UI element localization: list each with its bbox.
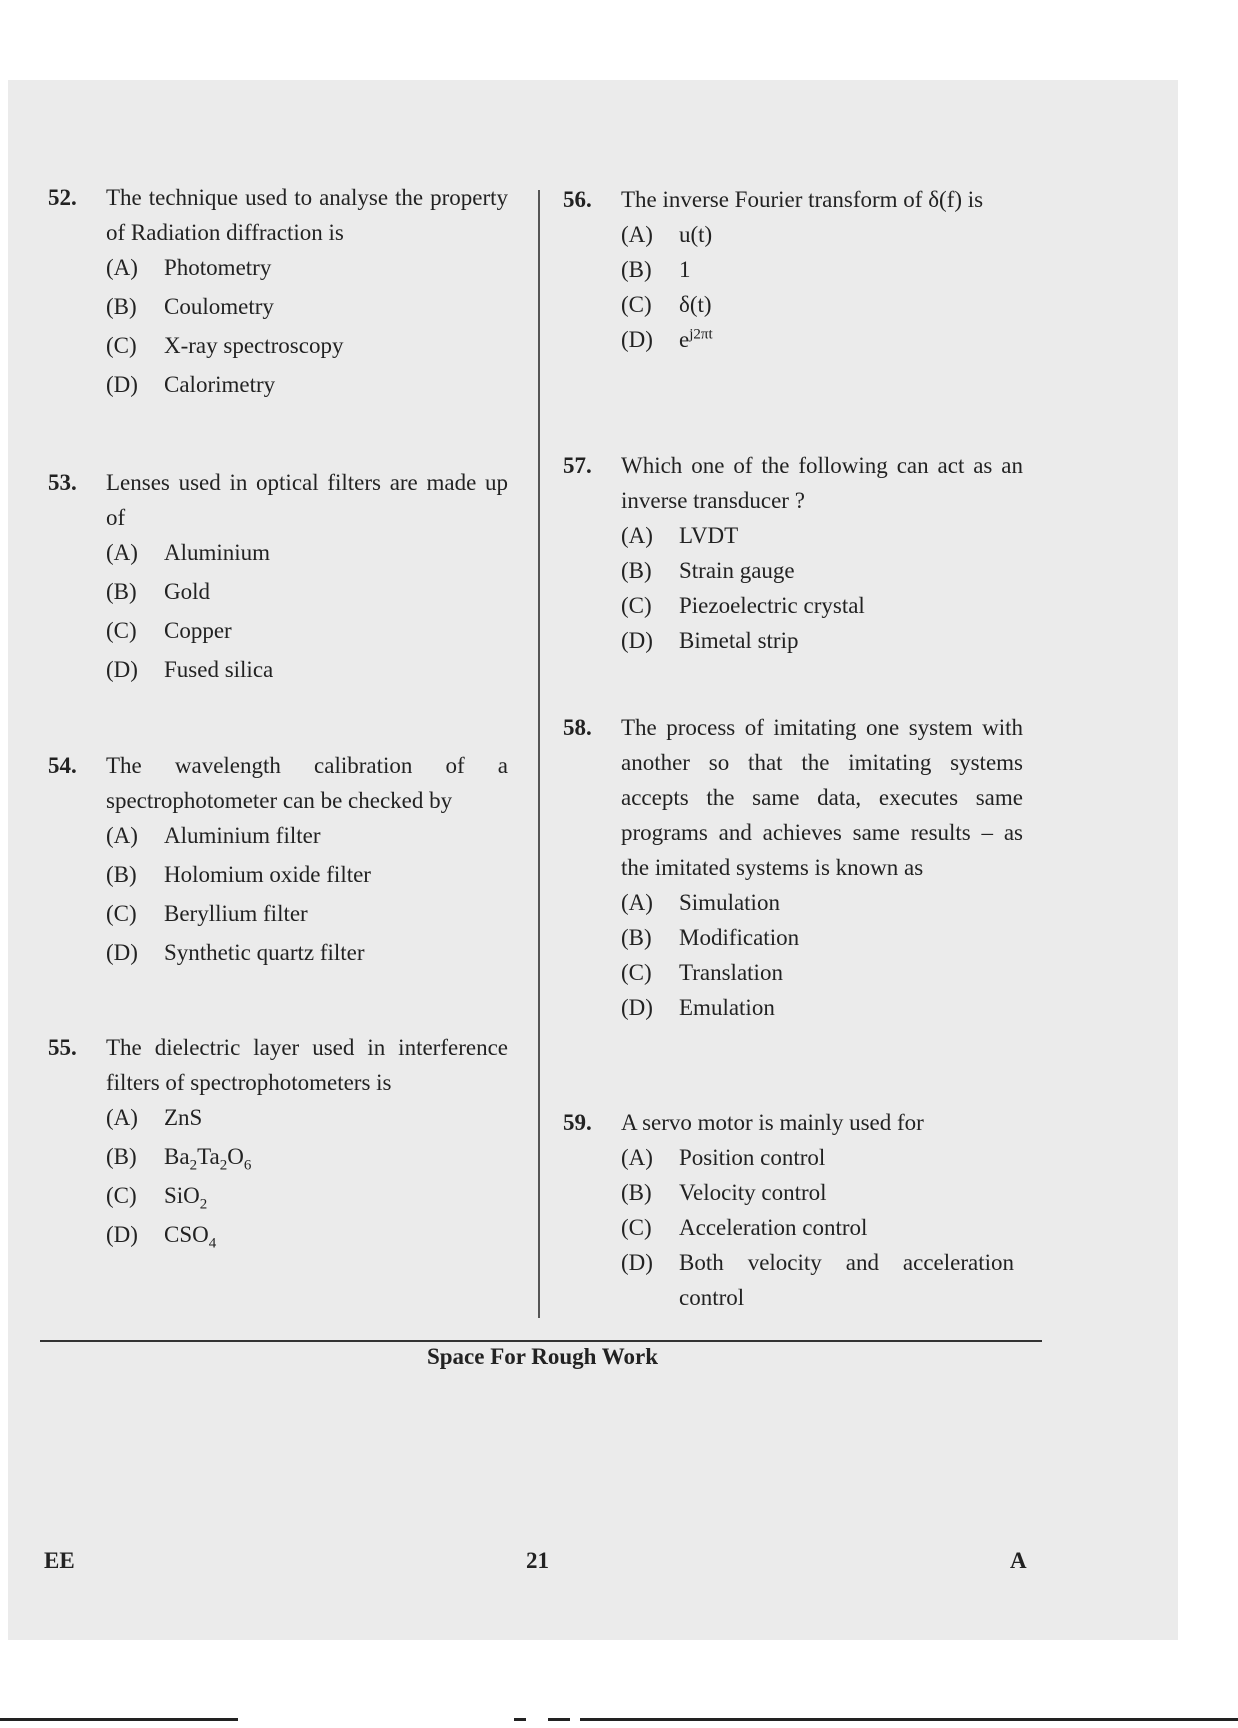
option-label: (B) (106, 294, 137, 319)
option-label: (B) (106, 579, 137, 604)
option-c (106, 896, 508, 935)
option-label: (C) (106, 333, 137, 358)
options-list (106, 535, 508, 691)
option-label: (D) (621, 1250, 653, 1275)
question-number: 56. (563, 187, 592, 212)
bottom-rule-dash (514, 1718, 526, 1721)
bottom-rule-left (0, 1718, 238, 1721)
option-c (621, 287, 1023, 322)
options-list (621, 1140, 1023, 1315)
bottom-rule-right (580, 1718, 1238, 1721)
option-a (106, 250, 508, 289)
option-label: (D) (621, 628, 653, 653)
question-number: 59. (563, 1110, 592, 1135)
paper-code: EE (44, 1548, 75, 1573)
option-text: Beryllium filter (164, 901, 308, 926)
question-number: 58. (563, 715, 592, 740)
option-label: (C) (106, 901, 137, 926)
option-b (106, 574, 508, 613)
question-56 (563, 182, 1023, 357)
option-text: Velocity control (679, 1180, 827, 1205)
option-text: 1 (679, 257, 691, 282)
option-label: (B) (621, 558, 652, 583)
question-57 (563, 448, 1023, 658)
option-text: ZnS (164, 1105, 203, 1130)
option-d (621, 623, 1023, 658)
option-label: (D) (621, 995, 653, 1020)
option-a (106, 1100, 508, 1139)
option-label: (B) (621, 257, 652, 282)
option-d (621, 322, 1023, 357)
option-text: Fused silica (164, 657, 274, 682)
option-text: u(t) (679, 222, 713, 247)
option-label: (D) (106, 940, 138, 965)
option-label: (C) (621, 292, 652, 317)
question-number: 52. (48, 185, 77, 210)
option-label: (A) (106, 1105, 138, 1130)
option-d (106, 367, 508, 406)
question-text: The inverse Fourier transform of δ(f) is (621, 187, 984, 212)
option-text: Bimetal strip (679, 628, 799, 653)
option-text: Holomium oxide filter (164, 862, 371, 887)
booklet-version: A (1010, 1548, 1027, 1573)
option-text: Photometry (164, 255, 272, 280)
option-text: Piezoelectric crystal (679, 593, 865, 618)
option-text: Both velocity and acceleration control (679, 1250, 1014, 1310)
question-text: The wavelength calibration of a spectrophotometer can be checked by (106, 753, 508, 813)
options-list (106, 818, 508, 974)
question-number: 57. (563, 453, 592, 478)
option-label: (A) (106, 255, 138, 280)
option-text: Emulation (679, 995, 775, 1020)
question-53 (48, 465, 508, 691)
option-label: (C) (621, 593, 652, 618)
option-a (621, 217, 1023, 252)
option-d (106, 652, 508, 691)
option-b (621, 1175, 1023, 1210)
option-label: (C) (106, 1183, 137, 1208)
option-formula: SiO$_2$ (164, 1183, 208, 1213)
option-d (621, 1245, 1023, 1315)
option-label: (C) (621, 960, 652, 985)
option-d (621, 990, 1023, 1025)
option-formula: $CSO_4$ (164, 1222, 217, 1252)
options-list (621, 885, 1023, 1025)
options-list (106, 1100, 508, 1256)
options-list (106, 250, 508, 406)
option-text: Gold (164, 579, 210, 604)
option-text: Translation (679, 960, 783, 985)
question-59 (563, 1105, 1023, 1315)
option-b (106, 857, 508, 896)
option-b (621, 553, 1023, 588)
option-text: Modification (679, 925, 800, 950)
question-number: 54. (48, 753, 77, 778)
option-label: (D) (106, 1222, 138, 1247)
option-label: (A) (621, 222, 653, 247)
option-text: Simulation (679, 890, 780, 915)
option-a (621, 1140, 1023, 1175)
option-d (106, 1217, 508, 1256)
option-label: (D) (106, 372, 138, 397)
option-a (621, 518, 1023, 553)
question-number: 55. (48, 1035, 77, 1060)
option-b (106, 1139, 508, 1178)
question-text: The dielectric layer used in interference filters of spectrophotometers is (106, 1035, 508, 1095)
option-label: (A) (106, 540, 138, 565)
option-text: Strain gauge (679, 558, 795, 583)
option-label: (B) (106, 862, 137, 887)
column-divider (538, 190, 540, 1318)
question-text: Which one of the following can act as an inverse transducer ? (621, 453, 1023, 513)
option-b (621, 252, 1023, 287)
option-b (621, 920, 1023, 955)
question-text: A servo motor is mainly used for (621, 1110, 924, 1135)
option-d (106, 935, 508, 974)
question-55 (48, 1030, 508, 1256)
option-label: (A) (621, 1145, 653, 1170)
option-a (621, 885, 1023, 920)
option-c (106, 328, 508, 367)
option-label: (A) (106, 823, 138, 848)
option-text: Calorimetry (164, 372, 276, 397)
option-text: Synthetic quartz filter (164, 940, 365, 965)
option-text: Aluminium filter (164, 823, 321, 848)
option-c (621, 955, 1023, 990)
question-text: Lenses used in optical filters are made up of (106, 470, 508, 530)
option-label: (A) (621, 523, 653, 548)
option-text: Coulometry (164, 294, 274, 319)
option-c (621, 1210, 1023, 1245)
option-text: X-ray spectroscopy (164, 333, 344, 358)
option-formula: $Ba_2Ta_2O_6$ (164, 1144, 252, 1174)
options-list (621, 518, 1023, 658)
option-text: δ(t) (679, 292, 712, 317)
page-number: 21 (526, 1548, 549, 1573)
option-c (621, 588, 1023, 623)
option-label: (A) (621, 890, 653, 915)
bottom-rule-dash (548, 1718, 570, 1721)
option-label: (B) (621, 925, 652, 950)
question-text: The process of imitating one system with another so that the imitating systems accepts the same data, executes same programs and achieves same results – as the imitated systems is known as (621, 715, 1023, 880)
options-list (621, 217, 1023, 357)
option-a (106, 535, 508, 574)
option-label: (D) (106, 657, 138, 682)
option-label: (B) (621, 1180, 652, 1205)
option-c (106, 613, 508, 652)
rough-work-rule (40, 1340, 1042, 1342)
option-label: (B) (106, 1144, 137, 1169)
option-c (106, 1178, 508, 1217)
option-a (106, 818, 508, 857)
rough-work-label: Space For Rough Work (426, 1344, 659, 1369)
option-label: (D) (621, 327, 653, 352)
option-label: (C) (621, 1215, 652, 1240)
option-text: Position control (679, 1145, 826, 1170)
option-text: Copper (164, 618, 232, 643)
option-text: Acceleration control (679, 1215, 868, 1240)
question-58 (563, 710, 1023, 1025)
question-text: The technique used to analyse the property of Radiation diffraction is (106, 185, 508, 245)
option-text: Aluminium (164, 540, 271, 565)
question-number: 53. (48, 470, 77, 495)
option-b (106, 289, 508, 328)
question-54 (48, 748, 508, 974)
option-formula: $e^{j2\pi t}$ (679, 326, 713, 352)
question-52 (48, 180, 508, 406)
option-label: (C) (106, 618, 137, 643)
option-text: LVDT (679, 523, 739, 548)
